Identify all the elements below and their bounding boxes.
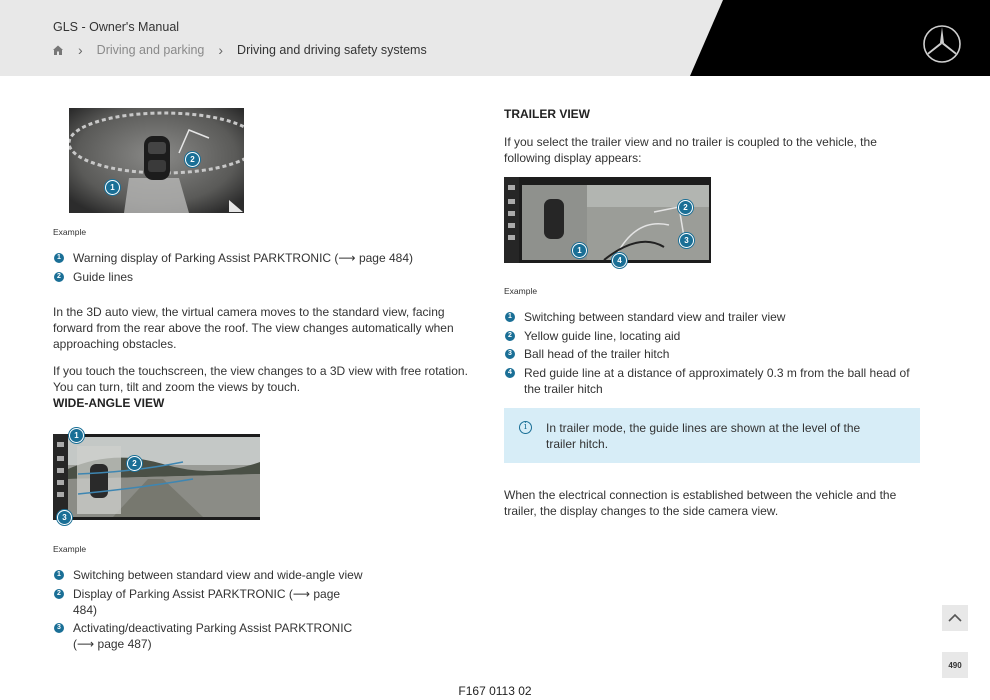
info-text: In trailer mode, the guide lines are shown at the level of the trailer hitch. — [546, 421, 861, 451]
image-caption: Example — [53, 227, 87, 237]
image-caption: Example — [53, 544, 87, 554]
heading-wide-angle: WIDE-ANGLE VIEW — [53, 396, 165, 410]
legend-list-wide-angle — [53, 567, 363, 655]
manual-title: GLS - Owner's Manual — [53, 20, 180, 34]
legend-item: 3 Activating/deactivating Parking Assist PARKTRONIC (⟶ page 487) — [53, 620, 363, 652]
legend-number: 2 — [54, 272, 64, 282]
legend-item: 1 Switching between standard view and trailer view — [504, 309, 914, 325]
breadcrumb — [52, 42, 427, 58]
page-number-badge — [942, 652, 968, 678]
scroll-to-top-button[interactable] — [942, 605, 968, 631]
document-code: F167 0113 02 — [458, 684, 532, 698]
mercedes-star-logo — [922, 24, 962, 64]
marker-1: 1 — [572, 243, 587, 258]
marker-1: 1 — [69, 428, 84, 443]
image-caption: Example — [504, 286, 538, 296]
legend-item: 2 Guide lines — [53, 269, 473, 285]
marker-4: 4 — [612, 253, 627, 268]
marker-2: 2 — [127, 456, 142, 471]
paragraph-touch: If you touch the touchscreen, the view changes to a 3D view with free rotation. You can turn, tilt and zoom the views by touch. — [53, 364, 468, 394]
legend-number: 1 — [505, 312, 515, 322]
info-box — [504, 408, 920, 463]
legend-number: 2 — [505, 331, 515, 341]
home-icon[interactable] — [52, 44, 64, 56]
chevron-up-icon — [948, 613, 962, 623]
info-icon: i — [519, 421, 532, 434]
marker-2: 2 — [185, 152, 200, 167]
paragraph-3d-auto: In the 3D auto view, the virtual camera moves to the standard view, facing forward from the rear above the roof. The view changes automatically when approaching obstacles. — [53, 305, 454, 351]
chevron-right-icon: › — [78, 42, 83, 58]
paragraph-electrical-connection: When the electrical connection is established between the vehicle and the trailer, the display changes to the side camera view. — [504, 488, 897, 518]
legend-number: 1 — [54, 253, 64, 263]
breadcrumb-current: Driving and driving safety systems — [237, 43, 427, 57]
legend-item: 2 Display of Parking Assist PARKTRONIC (⟶ page 484) — [53, 586, 363, 618]
marker-3: 3 — [57, 510, 72, 525]
chevron-right-icon: › — [218, 42, 224, 58]
legend-number: 3 — [505, 349, 515, 359]
legend-list-trailer — [504, 309, 914, 399]
legend-number: 1 — [54, 570, 64, 580]
marker-3: 3 — [679, 233, 694, 248]
trailer-view-image — [504, 177, 711, 263]
legend-item: 2 Yellow guide line, locating aid — [504, 328, 914, 344]
paragraph-trailer-intro: If you select the trailer view and no trailer is coupled to the vehicle, the following display appears: — [504, 135, 877, 165]
legend-number: 4 — [505, 368, 515, 378]
header-bar — [0, 0, 990, 76]
legend-number: 2 — [54, 589, 64, 599]
legend-item: 1 Switching between standard view and wide-angle view — [53, 567, 363, 583]
heading-trailer-view: TRAILER VIEW — [504, 107, 590, 121]
legend-number: 3 — [54, 623, 64, 633]
legend-item: 3 Ball head of the trailer hitch — [504, 346, 914, 362]
breadcrumb-link-driving-parking[interactable]: Driving and parking — [96, 43, 205, 57]
marker-1: 1 — [105, 180, 120, 195]
marker-2: 2 — [678, 200, 693, 215]
legend-list-3d — [53, 250, 473, 287]
legend-item: 4 Red guide line at a distance of approximately 0.3 m from the ball head of the trailer hitch — [504, 365, 914, 397]
wide-angle-image — [53, 434, 260, 520]
3d-view-image — [69, 108, 244, 213]
page-number: 490 — [948, 660, 962, 670]
legend-item: 1 Warning display of Parking Assist PARKTRONIC (⟶ page 484) — [53, 250, 473, 266]
